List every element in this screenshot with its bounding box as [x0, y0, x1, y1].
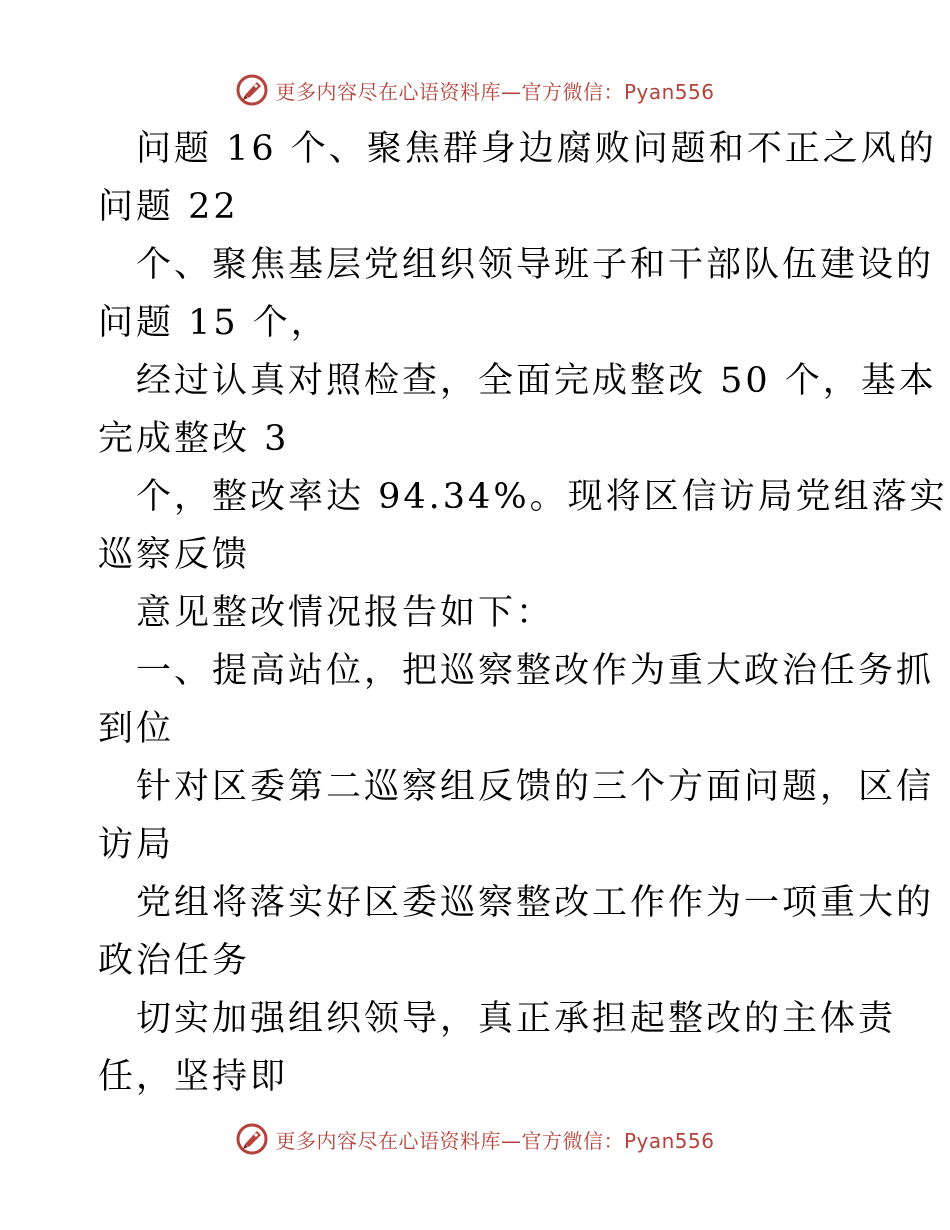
paragraph-line: 个，整改率达 94.34%。现将区信访局党组落实 — [136, 477, 948, 517]
paragraph-line: 政治任务 — [98, 941, 251, 981]
section-heading-line: 到位 — [98, 709, 175, 749]
paragraph-line: 个、聚焦基层党组织领导班子和干部队伍建设的 — [136, 245, 935, 285]
pen-nib-logo-icon — [235, 73, 269, 107]
paragraph-line: 党组将落实好区委巡察整改工作作为一项重大的 — [136, 883, 935, 923]
header-banner-text: 更多内容尽在心语资料库—官方微信：Pyan556 — [275, 79, 715, 104]
section-heading-line: 一、提高站位，把巡察整改作为重大政治任务抓 — [136, 651, 935, 691]
paragraph-line: 完成整改 3 — [98, 419, 290, 459]
footer-banner — [0, 1121, 950, 1157]
paragraph-line: 意见整改情况报告如下： — [136, 593, 555, 633]
pen-nib-logo-icon — [235, 1122, 269, 1156]
paragraph-line: 访局 — [98, 825, 175, 865]
footer-banner-text: 更多内容尽在心语资料库—官方微信：Pyan556 — [275, 1128, 715, 1153]
paragraph-line: 问题 15 个， — [98, 303, 329, 343]
paragraph-line: 针对区委第二巡察组反馈的三个方面问题，区信 — [136, 767, 935, 807]
paragraph-line: 问题 22 — [98, 187, 239, 227]
paragraph-line: 切实加强组织领导，真正承担起整改的主体责 — [136, 999, 897, 1039]
paragraph-line: 任，坚持即 — [98, 1057, 289, 1097]
paragraph-line: 经过认真对照检查，全面完成整改 50 个，基本 — [136, 361, 937, 401]
header-banner — [0, 72, 950, 108]
paragraph-line: 巡察反馈 — [98, 535, 251, 575]
paragraph-line: 问题 16 个、聚焦群身边腐败问题和不正之风的 — [136, 129, 937, 169]
